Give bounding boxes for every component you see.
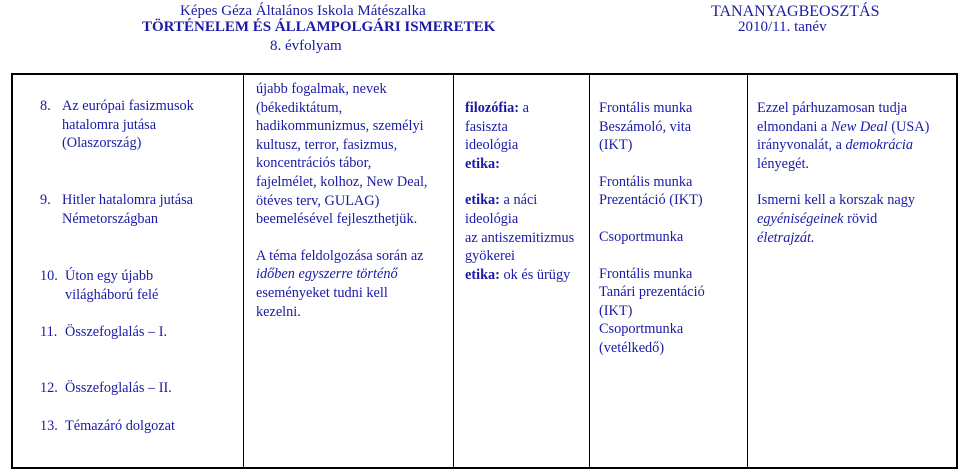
competences-cell (465, 99, 587, 284)
competence-line: gyökerei (465, 248, 516, 265)
topic-line: Hitler hatalomra jutása (62, 192, 194, 208)
competence-line: ideológia (465, 210, 519, 227)
goal-line: Ismerni kell a korszak nagy (757, 192, 916, 209)
concepts-line: A téma feldolgozása során az (256, 247, 424, 264)
competence-text: a (519, 100, 529, 116)
goal-emphasis: demokrácia (845, 137, 914, 154)
competence-text: a náci (499, 192, 538, 209)
topic-line: Összefoglalás – II. (65, 380, 172, 396)
method-line: Csoportmunka (599, 228, 684, 245)
topic-number: 13. (40, 418, 58, 434)
curriculum-table (11, 73, 958, 469)
goal-text: irányvonalát, a (757, 137, 846, 154)
method-line: (IKT) (599, 137, 633, 154)
competence-line: fasiszta (465, 118, 508, 135)
concepts-line: újabb fogalmak, nevek (256, 81, 387, 97)
goal-line: Ezzel párhuzamosan tudja (757, 100, 908, 116)
competence-line (465, 191, 587, 210)
topic-line: világháború felé (65, 286, 159, 303)
competence-text: ok és ürügy (499, 266, 571, 283)
goal-line (757, 136, 955, 155)
method-line: (vetélkedő) (599, 339, 665, 356)
column-divider (453, 75, 454, 467)
competence-line (465, 266, 587, 285)
method-line: Tanári prezentáció (599, 284, 705, 301)
concepts-line: fajelmélet, kolhoz, New Deal, (256, 173, 428, 190)
competence-line: ideológia (465, 137, 519, 154)
goal-line: életrajzát. (757, 229, 815, 246)
topics-cell (40, 97, 240, 457)
concepts-line: időben egyszerre történő (256, 266, 398, 283)
method-line: Csoportmunka (599, 321, 684, 338)
concepts-line: beemelésével fejleszthetjük. (256, 211, 418, 228)
column-divider (243, 75, 244, 467)
page-header (0, 0, 960, 55)
grade-label: 8. évfolyam (270, 38, 342, 54)
goal-line: lényegét. (757, 155, 810, 172)
method-line: Beszámoló, vita (599, 118, 692, 135)
topic-line: Témazáró dolgozat (65, 418, 175, 434)
method-line: Frontális munka (599, 100, 693, 116)
topic-line: (Olaszország) (62, 135, 142, 152)
method-line: Frontális munka (599, 173, 693, 190)
concepts-line: kultusz, terror, fasizmus, (256, 136, 398, 153)
concepts-line: kezelni. (256, 303, 301, 320)
goal-emphasis: egyéniségeinek (757, 210, 844, 227)
column-divider (589, 75, 590, 467)
goal-text: rövid (843, 210, 878, 227)
methods-cell (599, 99, 744, 358)
goal-emphasis: New Deal (830, 118, 888, 135)
goals-cell (757, 99, 955, 247)
topic-line: Úton egy újabb (65, 268, 154, 284)
concepts-line: (békediktátum, (256, 99, 343, 116)
concepts-line: eseményeket tudni kell (256, 284, 388, 301)
topic-number: 8. (40, 98, 51, 114)
topic-number: 10. (40, 268, 58, 284)
competence-label: filozófia: (465, 100, 519, 116)
topic-number: 9. (40, 192, 51, 208)
topic-number: 11. (40, 324, 58, 340)
topic-line: Az európai fasizmusok (62, 98, 194, 114)
competence-label: etika: (465, 192, 500, 209)
competence-line (465, 99, 587, 118)
concepts-line: hadikommunizmus, személyi (256, 118, 424, 135)
competence-label: etika: (465, 155, 500, 172)
goal-text: (USA) (887, 118, 930, 135)
document-title: TANANYAGBEOSZTÁS (711, 3, 880, 20)
method-line: Frontális munka (599, 265, 693, 282)
goal-line (757, 118, 955, 137)
method-line: (IKT) (599, 302, 633, 319)
topic-number: 12. (40, 380, 58, 396)
concepts-line: ötéves terv, GULAG) (256, 192, 380, 209)
school-name: Képes Géza Általános Iskola Mátészalka (180, 3, 426, 19)
school-year: 2010/11. tanév (738, 19, 827, 35)
goal-text: elmondani a (757, 118, 831, 135)
topic-line: Összefoglalás – I. (65, 324, 168, 340)
competence-line: az antiszemitizmus (465, 229, 575, 246)
competence-label: etika: (465, 266, 500, 283)
concepts-cell (256, 80, 451, 321)
column-divider (747, 75, 748, 467)
concepts-line: koncentrációs tábor, (256, 155, 372, 172)
topic-line: hatalomra jutása (62, 116, 157, 133)
method-line: Prezentáció (IKT) (599, 192, 703, 209)
subject-title: TÖRTÉNELEM ÉS ÁLLAMPOLGÁRI ISMERETEK (142, 19, 496, 35)
goal-line (757, 210, 955, 229)
topic-line: Németországban (62, 210, 159, 227)
